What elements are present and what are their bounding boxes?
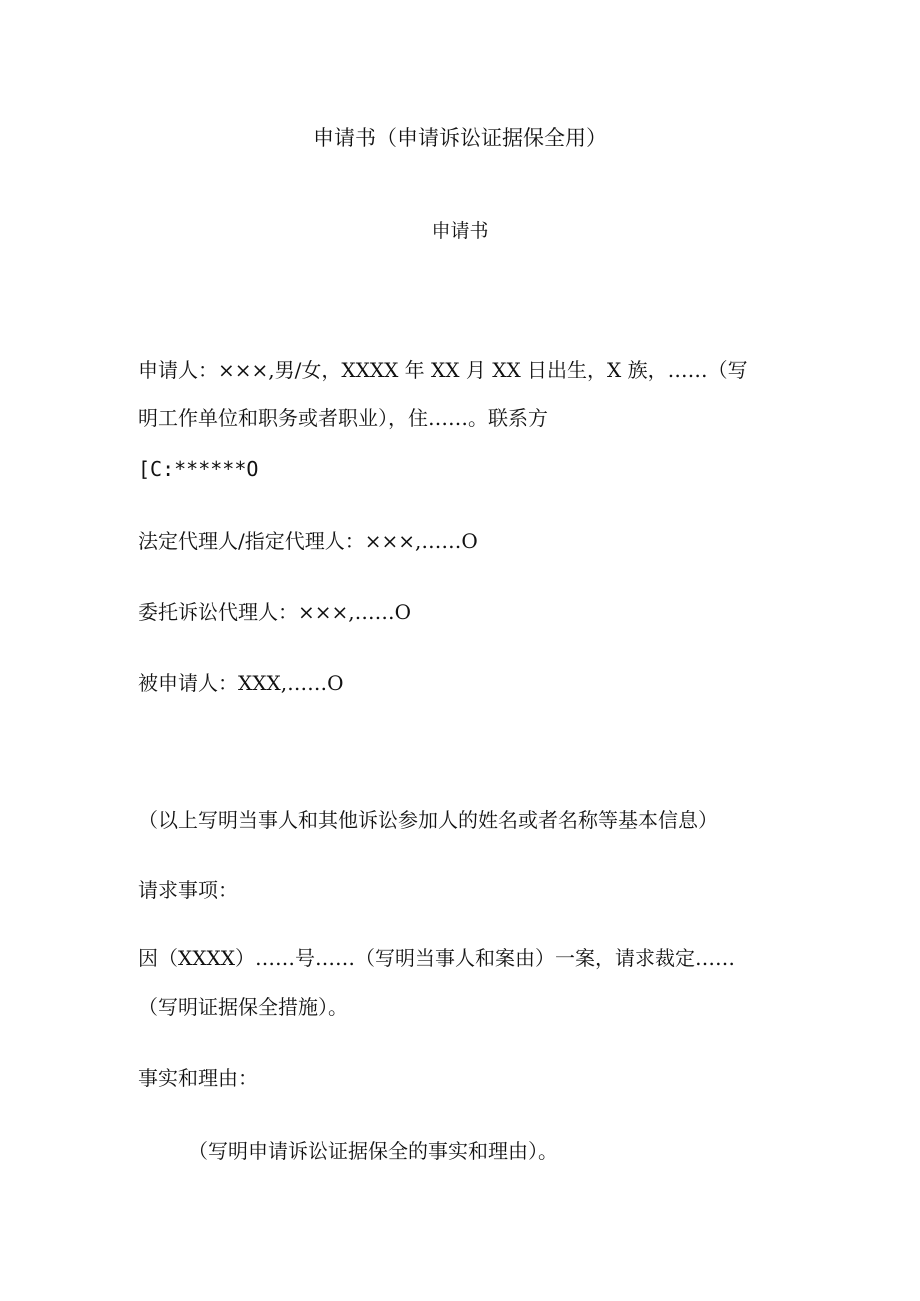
claims-line-1: 因（XXXX）……号……（写明当事人和案由）一案，请求裁定……	[138, 946, 735, 970]
document-title: 申请书（申请诉讼证据保全用）	[313, 126, 607, 150]
applicant-contact-line: [C:******O	[138, 457, 259, 481]
facts-line-1: （写明申请诉讼证据保全的事实和理由）。	[188, 1139, 558, 1163]
parties-note: （以上写明当事人和其他诉讼参加人的姓名或者名称等基本信息）	[138, 808, 718, 832]
claims-line-2: （写明证据保全措施）。	[138, 995, 348, 1019]
applicant-line-2: 明工作单位和职务或者职业），住……。联系方	[138, 406, 548, 430]
legal-agent-line: 法定代理人/指定代理人：×××,……O	[138, 529, 478, 553]
document-subtitle: 申请书	[431, 220, 489, 242]
respondent-line: 被申请人：XXX,……O	[138, 671, 344, 695]
claims-heading: 请求事项：	[138, 878, 238, 902]
facts-heading: 事实和理由：	[138, 1066, 258, 1090]
applicant-line-1: 申请人：×××,男/女，XXXX 年 XX 月 XX 日出生，X 族，……（写	[138, 358, 748, 382]
entrusted-agent-line: 委托诉讼代理人：×××,……O	[138, 600, 412, 624]
